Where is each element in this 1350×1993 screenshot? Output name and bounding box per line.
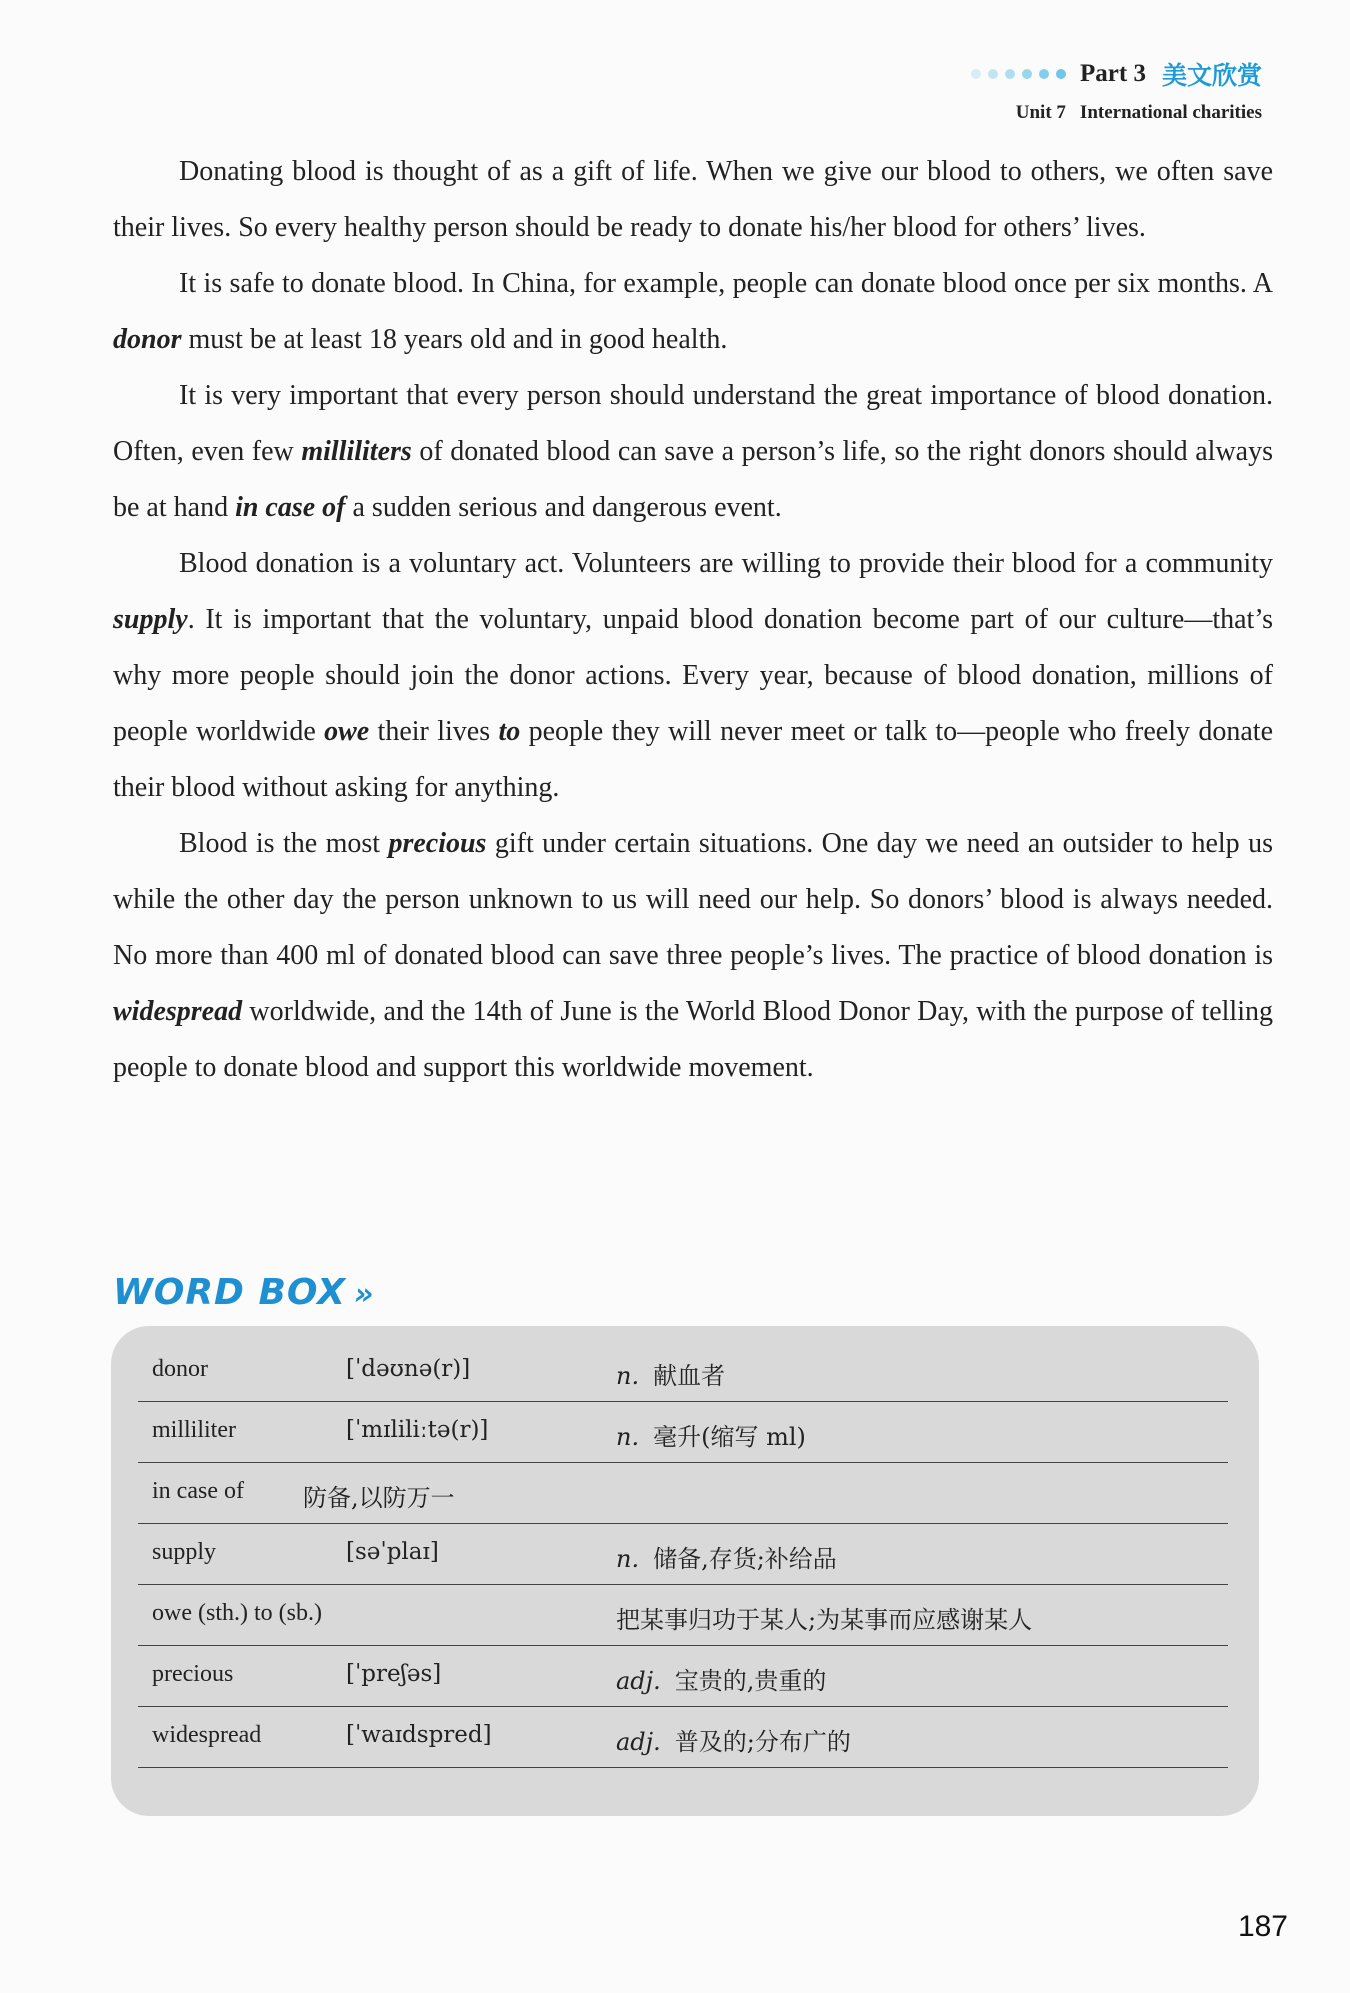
part-of-speech: adj.	[616, 1667, 661, 1695]
text-run: It is safe to donate blood. In China, for example, people can donate blood once per six months. A	[179, 268, 1273, 299]
entry-word: milliliter	[152, 1417, 236, 1443]
entry-word: owe (sth.) to (sb.)	[152, 1600, 322, 1626]
article-paragraph	[113, 368, 1273, 536]
article-paragraph	[113, 816, 1273, 1096]
meaning-text: 储备,存货;补给品	[653, 1545, 837, 1573]
keyword: precious	[388, 828, 487, 859]
keyword: in case of	[235, 492, 346, 523]
entry-phonetic: [ˈpreʃəs]	[346, 1661, 442, 1687]
meaning-text: 献血者	[653, 1362, 726, 1390]
word-box-table	[111, 1326, 1259, 1816]
text-run: their lives	[369, 716, 499, 747]
entry-definition	[616, 1600, 1032, 1635]
decorative-dots-icon	[971, 69, 1066, 79]
part-chinese-title: 美文欣赏	[1161, 61, 1262, 90]
keyword: widespread	[113, 996, 243, 1027]
word-box-row	[138, 1523, 1228, 1585]
page-number: 187	[1237, 1910, 1288, 1943]
text-run: a sudden serious and dangerous event.	[345, 492, 782, 523]
entry-phonetic: [səˈplaɪ]	[346, 1539, 439, 1565]
word-box-row	[138, 1645, 1228, 1707]
article-paragraph	[113, 144, 1273, 256]
word-box-row	[138, 1706, 1228, 1768]
keyword: to	[498, 716, 521, 747]
word-box-row	[138, 1340, 1228, 1402]
text-run: Donating blood is thought of as a gift of life. When we give our blood to others, we often save their lives. So every healthy person should be ready to donate his/her blood for others’ lives.	[113, 156, 1273, 243]
part-heading	[971, 56, 1262, 92]
word-box-row	[138, 1462, 1228, 1524]
keyword: supply	[113, 604, 188, 635]
keyword: milliliters	[301, 436, 412, 467]
entry-phonetic: [ˈwaɪdspred]	[346, 1722, 492, 1748]
text-run: Blood is the most	[179, 828, 389, 859]
part-label: Part 3	[1080, 60, 1146, 87]
entry-definition	[616, 1356, 725, 1391]
text-run: It is very important that every person should understand the great importance of blood donation. Often, even few	[113, 380, 1273, 467]
word-box-heading	[113, 1272, 374, 1313]
text-run: . It is important that the voluntary, unpaid blood donation become part of our culture—that’s why more people should join the donor actions. Every year, because of blood donation, millions of people worldwide	[113, 604, 1273, 747]
entry-definition	[616, 1661, 826, 1696]
entry-phonetic: [ˈdəʊnə(r)]	[346, 1356, 471, 1382]
part-of-speech: adj.	[616, 1728, 661, 1756]
word-box-title: WORD BOX	[113, 1272, 346, 1313]
entry-definition	[616, 1722, 851, 1757]
meaning-text: 毫升(缩写 ml)	[653, 1423, 806, 1451]
entry-definition	[303, 1478, 455, 1513]
unit-heading	[971, 102, 1262, 124]
keyword: owe	[324, 716, 370, 747]
entry-word: donor	[152, 1356, 208, 1382]
word-box-row	[138, 1401, 1228, 1463]
unit-label: Unit 7	[1015, 102, 1066, 123]
text-run: of donated blood can save a person’s life, so the right donors should always be at hand	[113, 436, 1273, 523]
entry-definition	[616, 1417, 806, 1452]
meaning-text: 把某事归功于某人;为某事而应感谢某人	[616, 1606, 1033, 1634]
article-paragraph	[113, 536, 1273, 816]
part-of-speech: n.	[616, 1545, 640, 1573]
part-of-speech: n.	[616, 1362, 640, 1390]
entry-definition	[616, 1539, 837, 1574]
keyword: donor	[113, 324, 182, 355]
meaning-text: 防备,以防万一	[303, 1484, 455, 1512]
entry-word: supply	[152, 1539, 217, 1565]
unit-title: International charities	[1079, 102, 1262, 123]
chevron-right-icon: »	[353, 1277, 375, 1312]
text-run: must be at least 18 years old and in good health.	[181, 324, 728, 355]
entry-word: precious	[152, 1661, 234, 1687]
text-run: Blood donation is a voluntary act. Volunteers are willing to provide their blood for a community	[179, 548, 1273, 579]
entry-word: widespread	[152, 1722, 262, 1748]
text-run: worldwide, and the 14th of June is the World Blood Donor Day, with the purpose of telling people to donate blood and support this worldwide movement.	[113, 996, 1273, 1083]
text-run: gift under certain situations. One day we need an outsider to help us while the other day the person unknown to us will need our help. So donors’ blood is always needed. No more than 400 ml of donated blood can save three people’s lives. The practice of blood donation is	[113, 828, 1273, 971]
text-run: people they will never meet or talk to—people who freely donate their blood without asking for anything.	[113, 716, 1273, 803]
entry-word: in case of	[152, 1478, 244, 1504]
meaning-text: 宝贵的,贵重的	[674, 1667, 827, 1695]
article-paragraph	[113, 256, 1273, 368]
meaning-text: 普及的;分布广的	[674, 1728, 851, 1756]
page-header	[971, 56, 1262, 124]
part-of-speech: n.	[616, 1423, 640, 1451]
article-body	[113, 144, 1273, 1096]
word-box-row	[138, 1584, 1228, 1646]
entry-phonetic: [ˈmɪliliːtə(r)]	[346, 1417, 489, 1443]
